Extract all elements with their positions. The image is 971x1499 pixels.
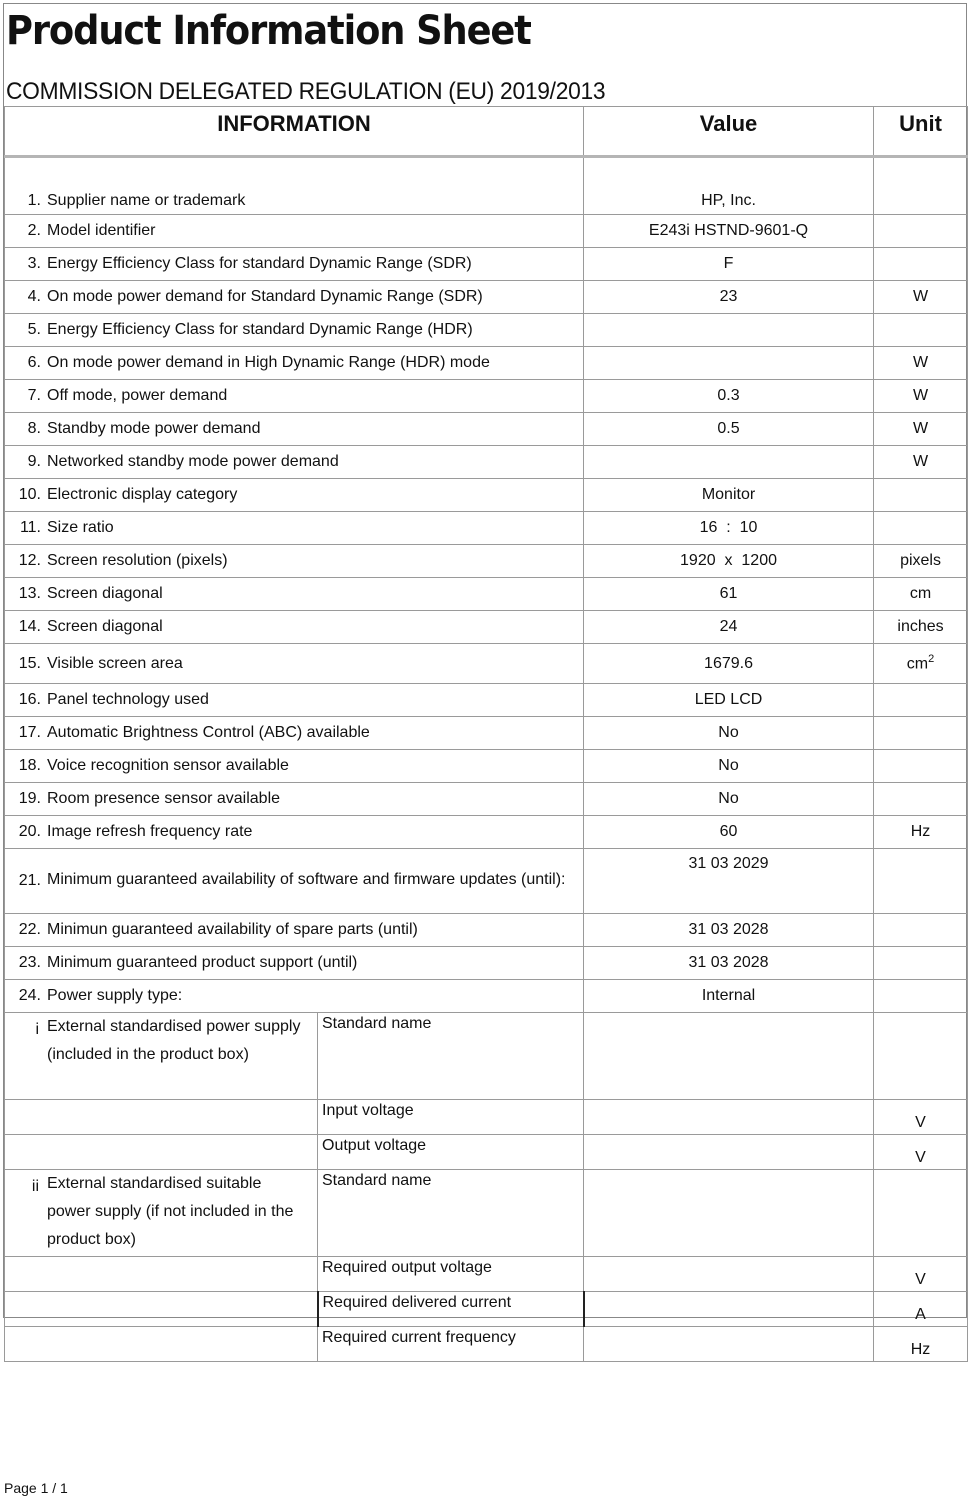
row-number: 13. [18,585,41,602]
info-cell [5,644,584,684]
info-cell [5,684,584,717]
info-cell-content [5,420,583,438]
row-label: On mode power demand for Standard Dynamic Range (SDR) [47,288,483,305]
row-unit [874,157,968,215]
empty-cell [5,1100,318,1135]
row-value: 31 03 2028 [584,914,874,947]
info-cell-content [5,618,583,636]
unit-text: cm [906,655,929,673]
info-cell [5,750,584,783]
power-supply-i-label: External standardised power supply (included in the product box) [47,1018,301,1063]
field-name: Input voltage [318,1100,584,1135]
row-number: 3. [27,255,41,272]
row-label: Networked standby mode power demand [47,453,339,470]
row-value: No [584,783,874,816]
page-footer: Page 1 / 1 [4,1480,68,1496]
info-cell-content [5,192,583,210]
row-label: Minimum guaranteed product support (until) [47,954,358,971]
field-name: Required output voltage [318,1257,584,1292]
row-value: 1920 x 1200 [584,545,874,578]
table-row [5,314,968,347]
field-unit: V [874,1100,968,1135]
info-cell [5,849,584,914]
row-number: 8. [27,420,41,437]
field-name: Required delivered current [318,1292,584,1327]
power-supply-i-standard-name-row [5,1013,968,1100]
row-unit: inches [874,611,968,644]
row-label: Image refresh frequency rate [47,823,253,840]
row-number: 22. [18,921,41,938]
row-number: 21. [18,872,41,889]
power-supply-ii-standard-name-row [5,1170,968,1257]
row-label: Standby mode power demand [47,420,261,437]
info-cell-content [5,519,583,537]
row-value: 16 : 10 [584,512,874,545]
row-value [584,347,874,380]
page-title: Product Information Sheet [6,8,531,54]
table-row [5,157,968,215]
table-row [5,248,968,281]
row-unit [874,644,968,684]
row-label: Size ratio [47,519,114,536]
row-label: Model identifier [47,222,156,239]
row-label: Voice recognition sensor available [47,757,289,774]
info-cell-content [5,691,583,709]
row-value: 0.5 [584,413,874,446]
row-unit [874,314,968,347]
field-value [584,1170,874,1257]
info-cell-content [5,987,583,1005]
row-number: 23. [18,954,41,971]
row-unit [874,947,968,980]
table-row [5,479,968,512]
row-label: Automatic Brightness Control (ABC) available [47,724,370,741]
row-value: 31 03 2029 [584,849,874,914]
empty-cell [5,1257,318,1292]
power-supply-i-marker: i [35,1021,39,1038]
power-supply-ii-marker: ii [31,1178,39,1195]
table-row [5,914,968,947]
field-unit: Hz [874,1327,968,1362]
row-value: No [584,750,874,783]
table-row [5,849,968,914]
row-label: Screen resolution (pixels) [47,552,228,569]
power-supply-ii-required-delivered-current-row [5,1292,968,1327]
field-value [584,1135,874,1170]
info-cell [5,717,584,750]
row-label: Supplier name or trademark [47,192,246,209]
info-cell [5,157,584,215]
power-supply-ii-label-cell [5,1170,318,1257]
header-value: Value [584,107,874,157]
row-value: No [584,717,874,750]
table-row [5,783,968,816]
info-cell [5,215,584,248]
row-label: Room presence sensor available [47,790,281,807]
row-number: 18. [18,757,41,774]
field-unit: V [874,1135,968,1170]
row-unit [874,248,968,281]
row-number: 6. [27,354,41,371]
info-cell-content [5,321,583,339]
row-label: Electronic display category [47,486,238,503]
empty-cell [5,1135,318,1170]
row-unit: pixels [874,545,968,578]
row-number: 17. [18,724,41,741]
info-cell [5,248,584,281]
row-value: 0.3 [584,380,874,413]
header-information: INFORMATION [5,107,584,157]
row-label: Panel technology used [47,691,209,708]
info-cell [5,314,584,347]
row-unit [874,717,968,750]
row-label: Power supply type: [47,987,183,1004]
regulation-subtitle: COMMISSION DELEGATED REGULATION (EU) 2019/2013 [6,78,606,105]
info-cell-content [5,486,583,504]
row-number: 1. [27,192,41,209]
row-unit [874,849,968,914]
field-name: Required current frequency [318,1327,584,1362]
field-value [584,1013,874,1100]
row-label: Off mode, power demand [47,387,228,404]
info-cell-content [5,823,583,841]
row-value: Monitor [584,479,874,512]
field-unit [874,1170,968,1257]
table-row [5,717,968,750]
info-cell [5,281,584,314]
row-unit: cm [874,578,968,611]
info-cell [5,545,584,578]
row-value: E243i HSTND-9601-Q [584,215,874,248]
power-supply-i-input-voltage-row [5,1100,968,1135]
row-label: Minimum guaranteed availability of software and firmware updates (until): [47,871,566,888]
info-cell-content [5,585,583,603]
row-number: 5. [27,321,41,338]
row-unit [874,479,968,512]
row-value: Internal [584,980,874,1013]
table-row [5,380,968,413]
row-unit: W [874,413,968,446]
row-value: 61 [584,578,874,611]
row-label: On mode power demand in High Dynamic Range (HDR) mode [47,354,490,371]
table-row [5,413,968,446]
row-label: Screen diagonal [47,585,163,602]
field-name: Output voltage [318,1135,584,1170]
info-cell-content [5,757,583,775]
row-number: 11. [19,519,41,536]
info-cell [5,479,584,512]
row-unit [874,684,968,717]
row-value: LED LCD [584,684,874,717]
field-name: Standard name [318,1170,584,1257]
row-number: 10. [18,486,41,503]
info-cell [5,380,584,413]
info-cell-content [5,790,583,808]
row-unit [874,980,968,1013]
table-row [5,215,968,248]
info-cell-content [5,453,583,471]
row-label: Energy Efficiency Class for standard Dynamic Range (SDR) [47,255,472,272]
table-row [5,947,968,980]
empty-cell [5,1327,318,1362]
row-unit [874,914,968,947]
table-row [5,545,968,578]
info-cell-content [5,954,583,972]
info-cell-content [5,655,583,673]
info-cell [5,816,584,849]
table-header-row [5,107,968,157]
field-value [584,1292,874,1327]
row-number: 9. [27,453,41,470]
row-label: Minimun guaranteed availability of spare parts (until) [47,921,418,938]
info-cell-content [5,724,583,742]
row-label: Screen diagonal [47,618,163,635]
table-row [5,684,968,717]
row-unit [874,750,968,783]
row-number: 24. [18,987,41,1004]
power-supply-ii-required-output-voltage-row [5,1257,968,1292]
field-unit: V [874,1257,968,1292]
table-row [5,512,968,545]
field-name: Standard name [318,1013,584,1100]
row-unit [874,783,968,816]
table-row [5,611,968,644]
power-supply-i-output-voltage-row [5,1135,968,1170]
table-row [5,980,968,1013]
info-cell-content [5,255,583,273]
header-unit: Unit [874,107,968,157]
row-unit [874,215,968,248]
row-value: F [584,248,874,281]
row-value: 24 [584,611,874,644]
row-unit [874,512,968,545]
row-value: HP, Inc. [584,157,874,215]
product-information-sheet [3,3,967,1358]
info-cell [5,578,584,611]
info-cell [5,446,584,479]
info-cell-content [5,552,583,570]
row-number: 2. [27,222,41,239]
info-cell-content [5,354,583,372]
unit-superscript: 2 [928,653,935,666]
empty-cell [5,1292,318,1327]
info-cell [5,512,584,545]
row-unit: W [874,281,968,314]
info-cell [5,413,584,446]
row-label: Visible screen area [47,654,183,672]
table-row [5,281,968,314]
row-value: 60 [584,816,874,849]
row-number: 7. [27,387,41,404]
info-cell [5,914,584,947]
field-unit: A [874,1292,968,1327]
info-cell-content [5,288,583,306]
field-value [584,1100,874,1135]
row-unit: W [874,446,968,479]
info-cell [5,783,584,816]
row-number: 12. [18,552,41,569]
field-value [584,1327,874,1362]
info-cell-content [5,921,583,939]
row-number: 20. [18,823,41,840]
row-value: 31 03 2028 [584,947,874,980]
row-label: Energy Efficiency Class for standard Dynamic Range (HDR) [47,321,473,338]
information-table [4,106,968,1362]
table-row [5,578,968,611]
row-value [584,446,874,479]
row-value: 23 [584,281,874,314]
row-number: 4. [27,288,41,305]
info-cell [5,947,584,980]
table-row [5,644,968,684]
info-cell [5,611,584,644]
info-cell [5,347,584,380]
power-supply-i-label-cell [5,1013,318,1100]
table-row [5,347,968,380]
table-row [5,750,968,783]
row-value: 1679.6 [584,644,874,684]
row-number: 15. [18,654,41,672]
power-supply-ii-label: External standardised suitable power supply (if not included in the product box) [47,1175,294,1248]
field-unit [874,1013,968,1100]
row-number: 14. [18,618,41,635]
info-cell [5,980,584,1013]
row-number: 19. [18,790,41,807]
table-row [5,446,968,479]
row-unit: W [874,347,968,380]
info-cell-content [5,222,583,240]
power-supply-ii-required-current-frequency-row [5,1327,968,1362]
row-unit: Hz [874,816,968,849]
row-unit: W [874,380,968,413]
row-value [584,314,874,347]
field-value [584,1257,874,1292]
info-cell-content [5,387,583,405]
info-cell-content [5,868,583,894]
row-number: 16. [18,691,41,708]
table-row [5,816,968,849]
